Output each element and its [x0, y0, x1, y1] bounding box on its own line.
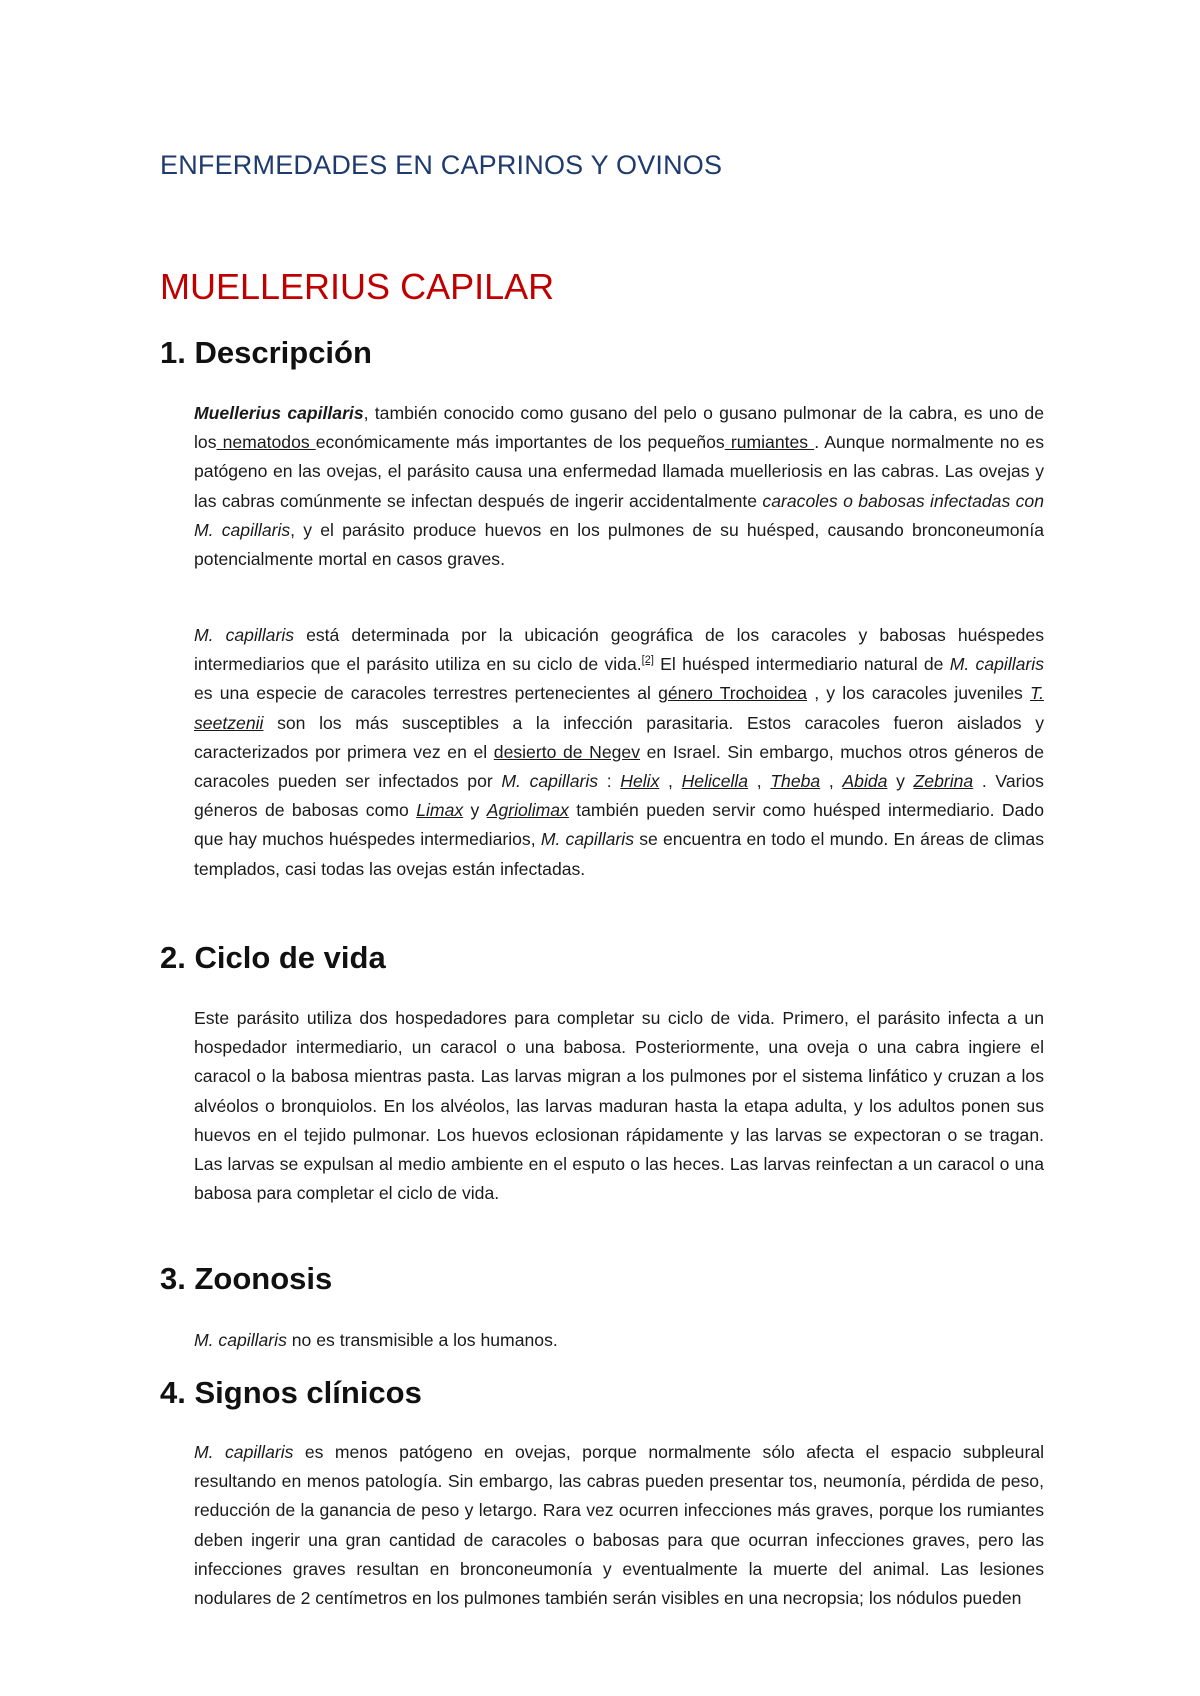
species-name: M. capillaris	[540, 829, 635, 850]
species-name: M. capillaris	[194, 625, 295, 645]
link-helix[interactable]	[620, 771, 659, 791]
paragraph-zoonosis	[194, 1326, 1044, 1355]
text-run: son los más susceptibles a la infección parasitaria. Estos caracoles fueron aislados y caracterizados por primera vez en el	[194, 712, 1044, 762]
link-text: Zebrina	[913, 771, 974, 792]
section-heading-signos-clinicos: 4. Signos clínicos	[160, 1375, 422, 1410]
paragraph-descripcion-1	[194, 399, 1044, 574]
document-title: ENFERMEDADES EN CAPRINOS Y OVINOS	[160, 150, 723, 180]
link-desierto-negev[interactable]: desierto de Negev	[493, 741, 641, 762]
paragraph-signos-clinicos	[194, 1438, 1044, 1613]
text-run: . Aunque normalmente no es patógeno en las ovejas, el parásito causa una enfermedad llamada muelleriosis en las cabras. Las ovejas y las cabras comúnmente se infectan después de ingerir accidentalmente	[194, 432, 1044, 511]
citation-link[interactable]: [2]	[641, 654, 654, 667]
text-run: El huésped intermediario natural de	[653, 654, 950, 675]
section-heading-descripcion: 1. Descripción	[160, 335, 372, 370]
species-name: M. capillaris	[949, 654, 1044, 675]
text-run: económicamente más importantes de los pequeños	[315, 432, 725, 453]
link-text: Abida	[842, 771, 888, 792]
text-run: ,	[659, 771, 682, 792]
text-run: no es transmisible a los humanos.	[286, 1330, 558, 1350]
link-text: Limax	[416, 800, 464, 821]
link-text: Helicella	[681, 771, 749, 792]
link-text: T. seetzenii	[194, 683, 1044, 733]
text-run: , y el parásito produce huevos en los pulmones de su huésped, causando bronconeumonía potencialmente mortal en casos graves.	[194, 519, 1044, 570]
text-run: , y los caracoles juveniles	[807, 683, 1030, 704]
text-run: y	[463, 800, 487, 821]
section-heading-ciclo-de-vida: 2. Ciclo de vida	[160, 940, 386, 975]
species-name: M. capillaris	[194, 1442, 294, 1462]
link-helicella[interactable]	[682, 771, 749, 791]
paragraph-ciclo-de-vida: Este parásito utiliza dos hospedadores para completar su ciclo de vida. Primero, el parásito infecta a un hospedador intermediario, un caracol o una babosa. Posteriormente, una oveja o una cabra ingiere el caracol o la babosa mientras pasta. Las larvas migran a los pulmones por el sistema linfático y cruzan a los alvéolos o bronquiolos. En los alvéolos, las larvas maduran hasta la etapa adulta, y los adultos ponen sus huevos en el tejido pulmonar. Los huevos eclosionan rápidamente y las larvas se expectoran o se tragan. Las larvas se expulsan al medio ambiente en el esputo o las heces. Las larvas reinfectan a un caracol o una babosa para completar el ciclo de vida.	[194, 1008, 1044, 1204]
paragraph-descripcion-2	[194, 621, 1044, 884]
species-name: M. capillaris	[501, 771, 599, 792]
link-limax[interactable]	[416, 800, 463, 820]
link-nematodos[interactable]: nematodos	[216, 432, 316, 453]
link-text: Agriolimax	[486, 800, 569, 821]
text-run: es una especie de caracoles terrestres pertenecientes al	[194, 683, 659, 704]
text-run: está determinada por la ubicación geográfica de los caracoles y babosas huéspedes intermediarios que el parásito utiliza en su ciclo de vida.	[194, 625, 1044, 675]
species-name: Muellerius capillaris	[194, 403, 364, 423]
section-heading-zoonosis: 3. Zoonosis	[160, 1261, 333, 1296]
link-text: Theba	[770, 771, 821, 792]
link-agriolimax[interactable]	[487, 800, 569, 820]
link-text: Helix	[620, 771, 660, 792]
link-abida[interactable]	[842, 771, 887, 791]
text-run: se encuentra en todo el mundo. En áreas de climas templados, casi todas las ovejas están infectadas.	[194, 829, 1045, 879]
text-run: . Varios géneros de babosas como	[194, 771, 1044, 821]
link-zebrina[interactable]	[914, 771, 974, 791]
text-run: es menos patógeno en ovejas, porque normalmente sólo afecta el espacio subpleural resultando en menos patología. Sin embargo, las cabras pueden presentar tos, neumonía, pérdida de peso, reducción de la ganancia de peso y letargo. Rara vez ocurren infecciones más graves, porque los rumiantes deben ingerir una gran cantidad de caracoles o babosas para que ocurran infecciones graves, pero las infecciones graves resultan en bronconeumonía y eventualmente la muerte del animal. Las lesiones nodulares de 2 centímetros en los pulmones también serán visibles en una necropsia; los nódulos pueden	[194, 1442, 1045, 1609]
link-rumiantes[interactable]: rumiantes	[724, 432, 815, 453]
text-run: ,	[748, 771, 771, 792]
text-run: , también conocido como gusano del pelo o gusano pulmonar de la cabra, es uno de los	[194, 403, 1044, 453]
text-run: :	[598, 771, 621, 792]
link-theba[interactable]	[770, 771, 820, 791]
italic-text: caracoles o babosas infectadas con M. capillaris	[194, 490, 1044, 540]
species-name: M. capillaris	[194, 1330, 287, 1350]
text-run: ,	[820, 771, 843, 792]
text-run: y	[887, 771, 914, 792]
link-genero-trochoidea[interactable]: género Trochoidea	[658, 683, 808, 704]
text-run: en Israel. Sin embargo, muchos otros géneros de caracoles pueden ser infectados por	[194, 741, 1045, 792]
main-title: MUELLERIUS CAPILAR	[160, 266, 555, 307]
text-run: también pueden servir como huésped intermediario. Dado que hay muchos huéspedes intermediarios,	[194, 800, 1044, 850]
